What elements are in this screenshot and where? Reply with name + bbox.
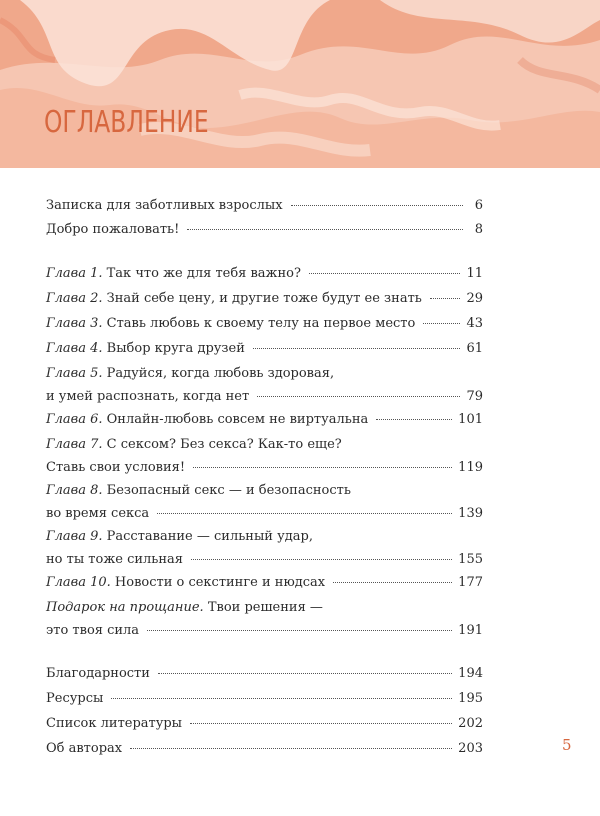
toc-entry-chapter-8[interactable]	[46, 481, 483, 527]
toc-entry-welcome[interactable]	[46, 220, 483, 243]
toc-entry-title: Новости о секстинге и нюдсах	[114, 575, 326, 590]
toc-entry-title: Онлайн-любовь совсем не виртуальна	[106, 412, 369, 427]
toc-entry-chapter-7[interactable]	[46, 435, 483, 481]
toc-entry-title: Добро пожаловать!	[46, 222, 180, 237]
chapter-prefix: Глава 9.	[46, 529, 103, 544]
toc-entry-page: 203	[458, 741, 483, 756]
chapter-prefix: Глава 6.	[46, 412, 103, 427]
toc-entry-title-cont: Ставь свои условия!	[46, 460, 186, 475]
toc-entry-page: 119	[458, 460, 483, 475]
chapter-prefix: Глава 5.	[46, 366, 103, 381]
chapter-prefix: Глава 4.	[46, 341, 103, 356]
toc-entry-page: 61	[466, 341, 483, 356]
toc-entry-chapter-10[interactable]	[46, 573, 483, 596]
toc-entry-title: Так что же для тебя важно?	[106, 266, 301, 281]
dot-leader	[309, 272, 460, 274]
toc-entry-title: Записка для заботливых взрослых	[46, 198, 283, 213]
toc-entry-page: 195	[458, 691, 483, 706]
dot-leader	[376, 418, 452, 420]
chapter-prefix: Глава 7.	[46, 437, 103, 452]
dot-leader	[333, 581, 452, 583]
toc-entry-chapter-6[interactable]	[46, 410, 483, 433]
dot-leader	[157, 512, 452, 514]
toc-entry-farewell-gift[interactable]	[46, 598, 483, 644]
toc-entry-chapter-4[interactable]	[46, 339, 483, 362]
toc-entry-page: 43	[466, 316, 483, 331]
dot-leader	[423, 322, 460, 324]
toc-entry-resources[interactable]	[46, 689, 483, 712]
toc-entry-title-cont: это твоя сила	[46, 623, 140, 638]
dot-leader	[111, 697, 452, 699]
dot-leader	[291, 204, 463, 206]
toc-entry-page: 11	[466, 266, 483, 281]
dot-leader	[187, 228, 463, 230]
dot-leader	[158, 672, 452, 674]
toc-entry-page: 194	[458, 666, 483, 681]
toc-entry-page: 155	[458, 552, 483, 567]
toc-entry-title: С сексом? Без секса? Как-то еще?	[106, 437, 342, 452]
toc-entry-title-cont: но ты тоже сильная	[46, 552, 183, 567]
dot-leader	[130, 747, 452, 749]
chapter-prefix: Глава 3.	[46, 316, 103, 331]
toc-entry-page: 101	[458, 412, 483, 427]
chapter-prefix: Глава 2.	[46, 291, 103, 306]
toc-entry-chapter-5[interactable]	[46, 364, 483, 410]
toc-entry-title: Благодарности	[46, 666, 150, 681]
chapter-prefix: Глава 1.	[46, 266, 103, 281]
chapter-prefix: Глава 10.	[46, 575, 111, 590]
toc-entry-page: 202	[458, 716, 483, 731]
toc-entry-title: Знай себе цену, и другие тоже будут ее знать	[106, 291, 422, 306]
toc-entry-title: Об авторах	[46, 741, 123, 756]
toc-entry-title-cont: во время секса	[46, 506, 150, 521]
chapter-prefix: Глава 8.	[46, 483, 103, 498]
chapter-prefix: Подарок на прощание.	[46, 600, 204, 615]
toc-entry-acknowledgements[interactable]	[46, 664, 483, 687]
toc-entry-page: 177	[458, 575, 483, 590]
toc-entry-chapter-9[interactable]	[46, 527, 483, 573]
toc-entry-title-cont: и умей распознать, когда нет	[46, 389, 250, 404]
dot-leader	[191, 558, 452, 560]
toc-entry-title: Выбор круга друзей	[106, 341, 245, 356]
toc-entry-title: Ставь любовь к своему телу на первое место	[106, 316, 416, 331]
toc-entry-page: 6	[474, 198, 483, 213]
toc-entry-page: 139	[458, 506, 483, 521]
dot-leader	[430, 297, 461, 299]
toc-entry-chapter-2[interactable]	[46, 289, 483, 312]
page-number: 5	[562, 736, 572, 754]
toc-entry-page: 191	[458, 623, 483, 638]
dot-leader	[193, 466, 452, 468]
dot-leader	[257, 395, 460, 397]
toc-entry-bibliography[interactable]	[46, 714, 483, 737]
toc-entry-about-authors[interactable]	[46, 739, 483, 762]
toc-entry-title: Твои решения —	[207, 600, 323, 615]
toc-entry-front-note[interactable]	[46, 196, 483, 219]
toc-entry-page: 79	[466, 389, 483, 404]
toc-entry-chapter-3[interactable]	[46, 314, 483, 337]
toc-entry-title: Радуйся, когда любовь здоровая,	[106, 366, 335, 381]
toc-entry-title: Расставание — сильный удар,	[106, 529, 313, 544]
toc-entry-title: Ресурсы	[46, 691, 104, 706]
toc-entry-title: Список литературы	[46, 716, 183, 731]
page-title: ОГЛАВЛЕНИЕ	[44, 105, 209, 140]
toc-entry-chapter-1[interactable]	[46, 264, 483, 287]
toc-entry-page: 8	[474, 222, 483, 237]
dot-leader	[190, 722, 452, 724]
dot-leader	[253, 347, 461, 349]
toc-entry-title: Безопасный секс — и безопасность	[106, 483, 351, 498]
dot-leader	[147, 629, 452, 631]
toc-entry-page: 29	[466, 291, 483, 306]
